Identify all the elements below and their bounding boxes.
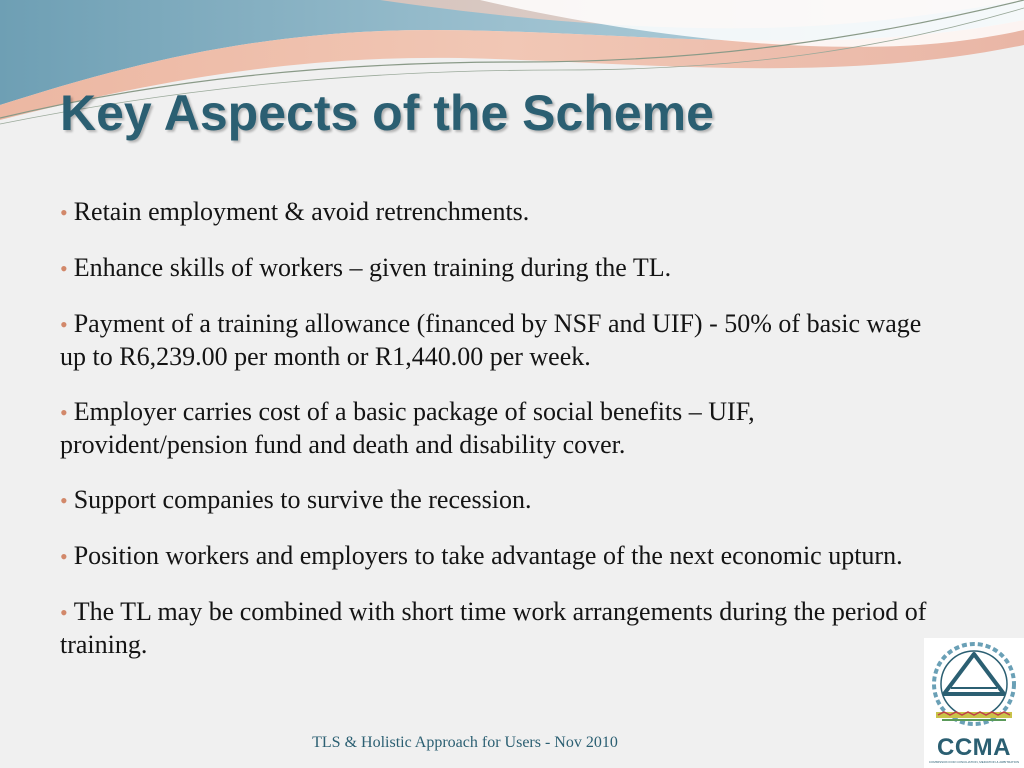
bullet-text: Employer carries cost of a basic package of social benefits – UIF, provident/pension fund and death and disability cover. (60, 397, 755, 459)
bullet-icon: • (60, 488, 68, 513)
bullet-icon: • (60, 200, 68, 225)
ccma-emblem-icon (924, 638, 1024, 734)
bullet-icon: • (60, 600, 68, 625)
bullet-text: Support companies to survive the recession. (73, 485, 532, 514)
list-item (60, 540, 940, 573)
ccma-logo (924, 638, 1024, 768)
slide-footer: TLS & Holistic Approach for Users - Nov 2010 (312, 734, 618, 751)
list-item (60, 484, 940, 517)
bullet-text: Enhance skills of workers – given training during the TL. (73, 253, 672, 282)
bullet-text: Position workers and employers to take advantage of the next economic upturn. (73, 541, 903, 570)
list-item (60, 308, 940, 373)
bullet-icon: • (60, 312, 68, 337)
list-item (60, 252, 940, 285)
list-item (60, 596, 940, 661)
slide-title: Key Aspects of the Scheme (60, 85, 714, 141)
bullet-text: Payment of a training allowance (financed by NSF and UIF) - 50% of basic wage up to R6,239.00 per month or R1,440.00 per week. (60, 309, 922, 371)
bullet-list (60, 196, 940, 684)
bullet-icon: • (60, 544, 68, 569)
ccma-logo-subtitle: COMMISSION FOR CONCILIATION, MEDIATION & ARBITRATION (928, 760, 1020, 764)
bullet-text: Retain employment & avoid retrenchments. (73, 197, 530, 226)
bullet-text: The TL may be combined with short time work arrangements during the period of training. (60, 597, 927, 659)
bullet-icon: • (60, 400, 68, 425)
bullet-icon: • (60, 256, 68, 281)
list-item (60, 396, 940, 461)
ccma-logo-text: CCMA (937, 734, 1011, 761)
list-item (60, 196, 940, 229)
